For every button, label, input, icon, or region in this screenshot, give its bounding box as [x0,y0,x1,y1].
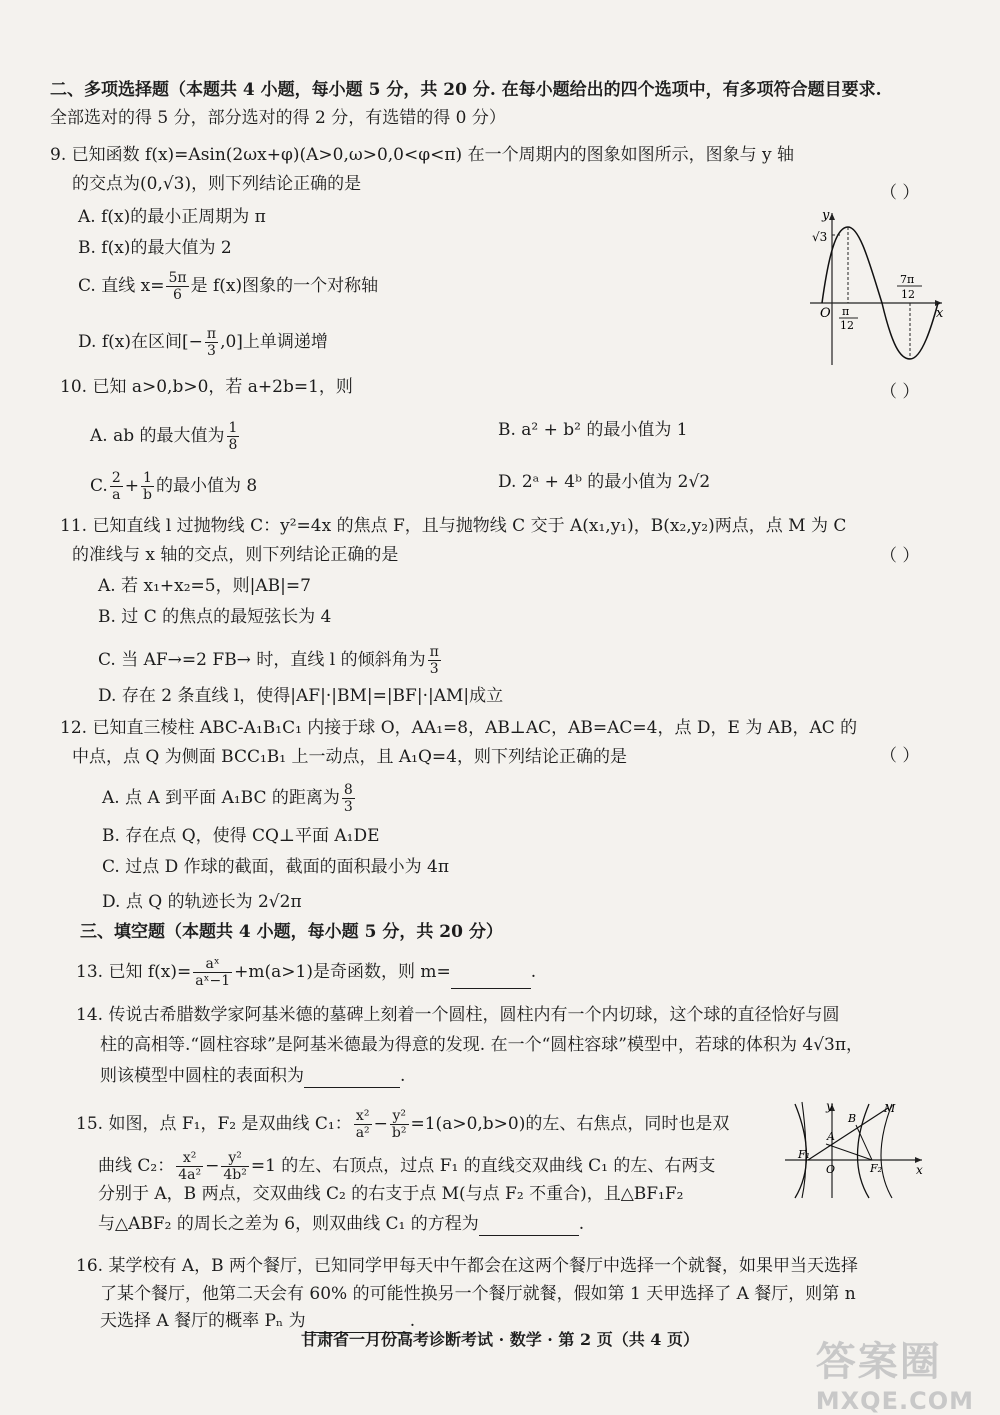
q16-line2: 了某个餐厅，他第二天会有 60% 的可能性换另一个餐厅就餐，假如第 1 天甲选择了 A 餐厅，则第 n [100,1284,856,1304]
q10-a-fraction: $\frac{1}{8}$ [228,420,238,453]
q9-pi-num: π [842,305,850,318]
q13-answer-blank [451,968,531,989]
q11-answer-bracket: （ ） [880,546,920,566]
q11-option-b: B. 过 C 的焦点的最短弦长为 4 [98,607,332,627]
page-footer: 甘肃省一月份高考诊断考试 · 数学 · 第 2 页（共 4 页） [301,1330,699,1349]
watermark-logo: 答案圈 MXQE.COM [815,1339,974,1415]
q14-line3: 则该模型中圆柱的表面积为 . [100,1066,406,1086]
q9-d-fraction: $\frac{\pi}{3}$ [206,326,217,359]
q12-option-a: A. 点 A 到平面 A₁BC 的距离为 $\frac{8}{3}$ [102,782,353,815]
q15-x-label: x [916,1163,923,1177]
q15-c1-right-branch [858,1104,870,1198]
q12-answer-bracket: （ ） [880,746,920,766]
q9-pi-den: 12 [840,319,854,332]
q15-hyperbola-graph [780,1100,930,1200]
q9-sine-graph [800,205,950,375]
q15-line-a-f2 [826,1144,872,1160]
q15-o-label: O [826,1163,836,1176]
q10-option-c: C. $\frac{2}{a}$ + $\frac{1}{b}$ 的最小值为 8 [90,470,258,503]
q9-x-label: x [936,306,944,321]
q12-option-d: D. 点 Q 的轨迹长为 2√2π [102,892,302,912]
q14-line1: 14. 传说古希腊数学家阿基米德的墓碑上刻着一个圆柱，圆柱内有一个内切球，这个球的直径恰好与圆 [76,1005,840,1025]
q10-stem: 10. 已知 a>0,b>0，若 a+2b=1，则 [60,377,353,397]
q15-line4: 与△ABF₂ 的周长之差为 6，则双曲线 C₁ 的方程为 . [98,1214,585,1234]
q10-answer-bracket: （ ） [880,382,920,402]
q9-7pi-den: 12 [901,288,915,301]
q15-a-label: A [827,1130,835,1143]
q12-option-b: B. 存在点 Q，使得 CQ⊥平面 A₁DE [102,826,380,846]
q15-y-label: y [826,1100,833,1113]
q15-m-label: M [884,1102,896,1115]
q11-option-d: D. 存在 2 条直线 l，使得|AF|·|BM|=|BF|·|AM|成立 [98,686,504,706]
q9-y-label: y [822,208,830,223]
q10-c-fraction2: $\frac{1}{b}$ [142,470,152,503]
q9-c-fraction: $\frac{5\pi}{6}$ [168,270,187,303]
q10-option-d: D. 2ᵃ + 4ᵇ 的最小值为 2√2 [498,472,711,492]
q16-line1: 16. 某学校有 A，B 两个餐厅，已知同学甲每天中午都会在这两个餐厅中选择一个就餐，如果甲当天选择 [76,1256,859,1276]
q15-f2-label: F₂ [870,1162,883,1175]
q9-option-b: B. f(x)的最大值为 2 [78,238,232,258]
q12-stem-line1: 12. 已知直三棱柱 ABC-A₁B₁C₁ 内接于球 O，AA₁=8，AB⊥AC，AB=AC=4，点 D，E 为 AB，AC 的 [60,718,858,738]
q12-option-c: C. 过点 D 作球的截面，截面的面积最小为 4π [102,857,450,877]
q9-sqrt3-label: √3 [812,230,828,244]
q15-line1: 15. 如图，点 F₁，F₂ 是双曲线 C₁： $\frac{\text{x²}}{\text{a²}}$ − $\frac{\text{y²}}{\text{b²}}$ =1(a>0,b>0)的左、右焦点，同时也是双 [76,1108,730,1141]
q16-line3: 天选择 A 餐厅的概率 Pₙ 为 . [100,1311,416,1331]
q15-line3: 分别于 A，B 两点，交双曲线 C₂ 的右支于点 M(与点 F₂ 不重合)，且△BF₁F₂ [98,1184,684,1204]
q15-line2: 曲线 C₂： $\frac{\text{x²}}{\text{4a²}}$ − $\frac{\text{y²}}{\text{4b²}}$ =1 的左、右顶点，过点 F₁ 的直线交双曲线 C₁ 的左、右两支 [98,1150,716,1183]
q9-origin-label: O [820,306,831,321]
q13-fraction: $\frac{\text{aˣ}}{\text{aˣ−1}}$ [195,956,231,989]
q15-answer-blank [479,1215,579,1236]
q11-c-fraction: $\frac{\pi}{3}$ [429,644,439,677]
q9-option-c: C. 直线 x= $\frac{5\pi}{6}$ 是 f(x)图象的一个对称轴 [78,270,379,303]
q15-b-label: B [848,1112,857,1125]
q12-a-fraction: $\frac{8}{3}$ [343,782,353,815]
q9-sine-curve [822,227,938,359]
q10-option-b: B. a² + b² 的最小值为 1 [498,420,688,440]
q11-stem-line1: 11. 已知直线 l 过抛物线 C：y²=4x 的焦点 F，且与抛物线 C 交于 A(x₁,y₁)，B(x₂,y₂)两点，点 M 为 C [60,516,847,536]
q9-option-d: D. f(x)在区间[− $\frac{\pi}{3}$ ,0]上单调递增 [78,326,328,359]
q10-option-a: A. ab 的最大值为 $\frac{1}{8}$ [90,420,238,453]
q14-answer-blank [304,1067,400,1088]
section3-heading: 三、填空题（本题共 4 小题，每小题 5 分，共 20 分） [80,922,503,942]
q12-stem-line2: 中点，点 Q 为侧面 BCC₁B₁ 上一动点，且 A₁Q=4，则下列结论正确的是 [72,747,627,767]
q9-answer-bracket: （ ） [880,183,920,203]
q9-stem-line2: 的交点为(0,√3)，则下列结论正确的是 [72,174,362,194]
q9-option-a: A. f(x)的最小正周期为 π [78,207,266,227]
q15-f1-label: F₁ [798,1148,811,1161]
q9-y-arrow [829,213,835,220]
q9-7pi-num: 7π [900,273,915,286]
q11-option-c: C. 当 AF→=2 FB→ 时，直线 l 的倾斜角为 $\frac{\pi}{3}$ [98,644,439,677]
q14-line2: 柱的高相等.“圆柱容球”是阿基米德最为得意的发现. 在一个“圆柱容球”模型中，若球的体积为 4√3π， [100,1035,864,1055]
q15-c2-right-branch [881,1104,892,1198]
q13-text: 13. 已知 f(x)= $\frac{\text{aˣ}}{\text{aˣ−1}}$ +m(a>1)是奇函数，则 m= . [76,956,537,989]
section2-heading: 二、多项选择题（本题共 4 小题，每小题 5 分，共 20 分. 在每小题给出的四个选项中，有多项符合题目要求. [50,80,882,100]
q11-option-a: A. 若 x₁+x₂=5，则|AB|=7 [98,576,311,596]
q9-stem-line1: 9. 已知函数 f(x)=Asin(2ωx+φ)(A>0,ω>0,0<φ<π) 在一个周期内的图象如图所示，图象与 y 轴 [50,145,795,165]
q11-stem-line2: 的准线与 x 轴的交点，则下列结论正确的是 [72,545,399,565]
section2-heading-line2: 全部选对的得 5 分，部分选对的得 2 分，有选错的得 0 分） [50,108,506,128]
q10-c-fraction1: $\frac{2}{a}$ [111,470,121,503]
